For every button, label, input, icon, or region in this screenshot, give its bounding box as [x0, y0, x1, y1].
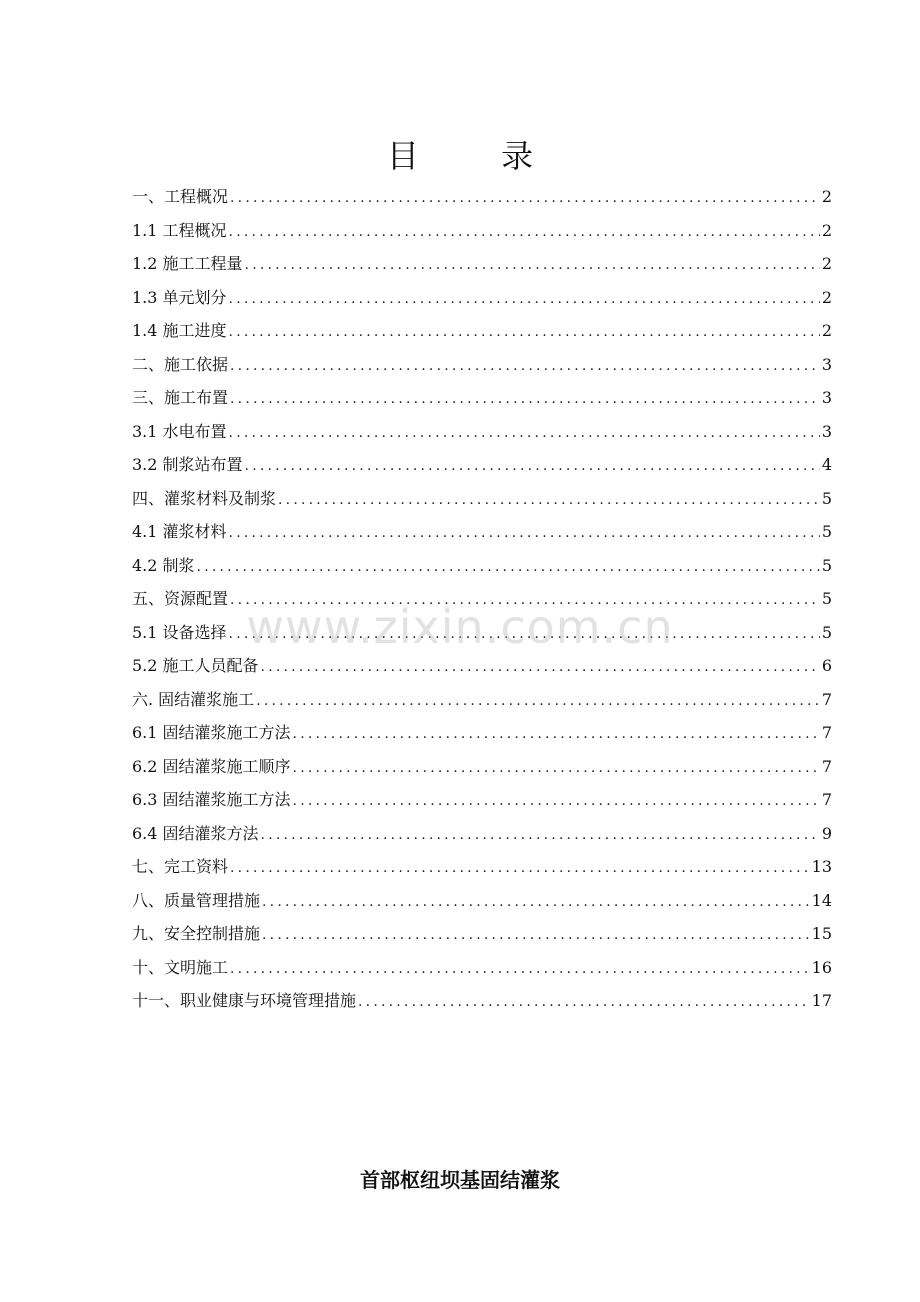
document-heading: 首部枢纽坝基固结灌浆: [360, 1168, 560, 1192]
toc-entry-label: 五、资源配置: [132, 589, 229, 608]
toc-dot-leader: [230, 182, 820, 216]
toc-entry[interactable]: [132, 415, 832, 449]
toc-entry-label: 5.2 施工人员配备: [132, 656, 259, 675]
toc-entry[interactable]: [132, 616, 832, 650]
toc-entry[interactable]: [132, 448, 832, 482]
toc-entry-label: 十、文明施工: [132, 957, 229, 977]
toc-entry[interactable]: [132, 549, 832, 583]
toc-entry[interactable]: [132, 582, 832, 616]
toc-entry[interactable]: [132, 348, 832, 382]
toc-entry-label: 4.2 制浆: [132, 555, 195, 575]
toc-entry[interactable]: [132, 381, 832, 415]
toc-entry-page-number: 5: [821, 522, 832, 541]
toc-entry-label: 4.1 灌浆材料: [132, 522, 227, 541]
toc-entry-label: 6.3 固结灌浆施工方法: [132, 790, 291, 809]
toc-dot-leader: [230, 852, 810, 886]
toc-entry-page-number: 2: [821, 287, 832, 307]
toc-entry[interactable]: [132, 649, 832, 683]
toc-entry-label: 1.4 施工进度: [132, 321, 227, 340]
toc-entry-page-number: 7: [821, 790, 832, 809]
toc-entry-page-number: 6: [821, 656, 832, 675]
toc-entry-page-number: 5: [821, 589, 832, 608]
toc-entry-label: 四、灌浆材料及制浆: [132, 488, 277, 508]
toc-entry[interactable]: [132, 884, 832, 918]
toc-entry-page-number: 5: [821, 555, 832, 575]
toc-dot-leader: [245, 450, 820, 484]
toc-entry-page-number: 3: [821, 354, 832, 374]
toc-entry-label: 1.3 单元划分: [132, 287, 227, 307]
toc-entry-label: 七、完工资料: [132, 857, 229, 876]
toc-entry-page-number: 15: [811, 924, 832, 943]
toc-entry-label: 三、施工布置: [132, 388, 229, 407]
toc-entry-label: 3.2 制浆站布置: [132, 455, 243, 474]
toc-entry-page-number: 7: [821, 689, 832, 709]
toc-dot-leader: [229, 283, 820, 317]
toc-entry[interactable]: [132, 482, 832, 516]
toc-dot-leader: [293, 752, 820, 786]
toc-dot-leader: [256, 685, 820, 719]
toc-dot-leader: [229, 517, 820, 551]
toc-entry-label: 十一、职业健康与环境管理措施: [132, 991, 357, 1010]
toc-entry-page-number: 14: [811, 890, 832, 910]
toc-entry-page-number: 7: [821, 723, 832, 742]
toc-entry[interactable]: [132, 214, 832, 248]
toc-entry-label: 1.2 施工工程量: [132, 254, 243, 273]
toc-dot-leader: [245, 249, 820, 283]
toc-entry-label: 6.1 固结灌浆施工方法: [132, 723, 291, 742]
toc-entry-label: 1.1 工程概况: [132, 220, 227, 240]
toc-entry[interactable]: [132, 917, 832, 951]
toc-dot-leader: [230, 953, 810, 987]
toc-entry-page-number: 2: [821, 187, 832, 206]
toc-entry-page-number: 7: [821, 756, 832, 776]
toc-entry-page-number: 2: [821, 321, 832, 340]
toc-dot-leader: [229, 618, 820, 652]
toc-entry-page-number: 13: [811, 857, 832, 876]
watermark: www.zixin.com.cn: [246, 600, 674, 654]
toc-entry-page-number: 3: [821, 388, 832, 407]
toc-entry-page-number: 3: [821, 421, 832, 441]
toc-list: [132, 180, 832, 1018]
toc-entry-page-number: 2: [821, 254, 832, 273]
toc-entry-page-number: 16: [811, 957, 832, 977]
toc-entry[interactable]: [132, 515, 832, 549]
toc-entry[interactable]: [132, 180, 832, 214]
toc-entry-label: 一、工程概况: [132, 187, 229, 206]
toc-dot-leader: [230, 383, 820, 417]
toc-entry-page-number: 17: [811, 991, 832, 1010]
toc-entry[interactable]: [132, 683, 832, 717]
toc-entry[interactable]: [132, 817, 832, 851]
toc-dot-leader: [261, 819, 820, 853]
toc-dot-leader: [358, 986, 810, 1020]
toc-entry[interactable]: [132, 247, 832, 281]
toc-dot-leader: [293, 718, 820, 752]
toc-entry-label: 3.1 水电布置: [132, 421, 227, 441]
toc-entry[interactable]: [132, 850, 832, 884]
toc-entry-label: 六. 固结灌浆施工: [132, 689, 255, 709]
toc-dot-leader: [262, 919, 810, 953]
toc-entry-page-number: 5: [821, 622, 832, 642]
toc-dot-leader: [197, 551, 820, 585]
toc-entry[interactable]: [132, 314, 832, 348]
toc-entry-label: 5.1 设备选择: [132, 622, 227, 642]
toc-entry[interactable]: [132, 716, 832, 750]
toc-entry[interactable]: [132, 783, 832, 817]
toc-entry-page-number: 2: [821, 220, 832, 240]
toc-entry[interactable]: [132, 281, 832, 315]
toc-dot-leader: [261, 651, 820, 685]
toc-entry-page-number: 9: [821, 823, 832, 843]
toc-dot-leader: [229, 316, 820, 350]
toc-entry-page-number: 5: [821, 488, 832, 508]
toc-title: 目 录: [386, 137, 570, 175]
toc-dot-leader: [230, 350, 820, 384]
toc-entry-label: 九、安全控制措施: [132, 924, 261, 943]
toc-dot-leader: [230, 584, 820, 618]
toc-entry-label: 6.4 固结灌浆方法: [132, 823, 259, 843]
toc-dot-leader: [278, 484, 820, 518]
toc-dot-leader: [229, 216, 820, 250]
toc-entry[interactable]: [132, 951, 832, 985]
toc-dot-leader: [229, 417, 820, 451]
toc-entry[interactable]: [132, 750, 832, 784]
toc-entry-label: 6.2 固结灌浆施工顺序: [132, 756, 291, 776]
toc-entry-label: 八、质量管理措施: [132, 890, 261, 910]
toc-dot-leader: [293, 785, 820, 819]
toc-entry-page-number: 4: [821, 455, 832, 474]
toc-entry[interactable]: [132, 984, 832, 1018]
toc-dot-leader: [262, 886, 810, 920]
toc-entry-label: 二、施工依据: [132, 354, 229, 374]
